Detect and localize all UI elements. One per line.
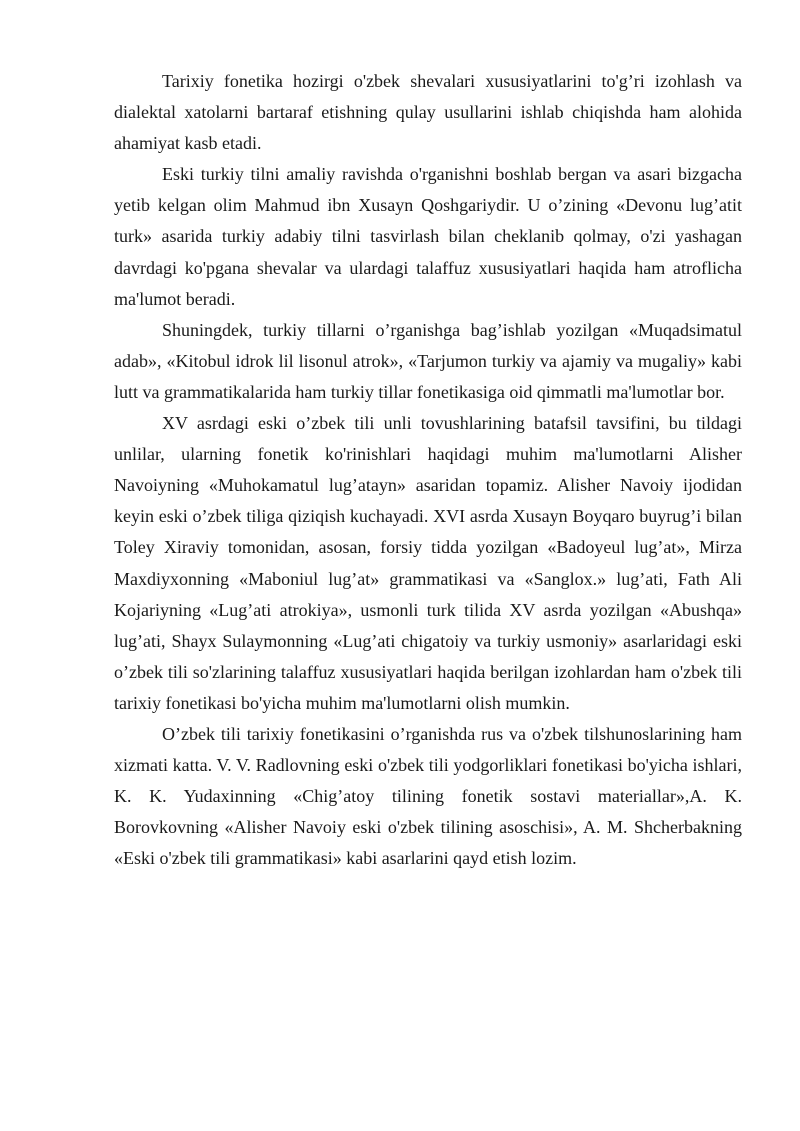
document-page bbox=[114, 66, 742, 874]
paragraph-1: Tarixiy fonetika hozirgi o'zbek shevalari xususiyatlarini to'g’ri izohlash va dialektal xatolarni bartaraf etishning qulay usullarini ishlab chiqishda ham alohida ahamiyat kasb etadi. bbox=[114, 71, 742, 154]
paragraph-2: Eski turkiy tilni amaliy ravishda o'rganishni boshlab bergan va asari bizgacha yetib kelgan olim Mahmud ibn Xusayn Qoshgariydir. U o’zining «Devonu lug’atit turk» asarida turkiy adabiy tilni tasvirlash bilan cheklanib qolmay, o'zi yashagan davrdagi ko'pgana shevalar va ulardagi talaffuz xususiyatlari haqida ham atroflicha ma'lumot beradi. bbox=[114, 164, 742, 309]
paragraph-5: O’zbek tili tarixiy fonetikasini o’rganishda rus va o'zbek tilshunoslarining ham xizmati katta. V. V. Radlovning eski o'zbek tili yodgorliklari fonetikasi bo'yicha ishlari, K. K. Yudaxinning «Chig’atoy tilining fonetik sostavi materiallar»,A. K. Borovkovning «Alisher Navoiy eski o'zbek tilining asoschisi», A. M. Shcherbakning «Eski o'zbek tili grammatikasi» kabi asarlarini qayd etish lozim. bbox=[114, 723, 742, 869]
paragraph-3: Shuningdek, turkiy tillarni o’rganishga bag’ishlab yozilgan «Muqadsimatul adab», «Kitobul idrok lil lisonul atrok», «Tarjumon turkiy va ajamiy va mugaliy» kabi lutt va grammatikalarida ham turkiy tillar fonetikasiga oid qimmatli ma'lumotlar bor. bbox=[114, 319, 742, 402]
paragraph-4: XV asrdagi eski o’zbek tili unli tovushlarining batafsil tavsifini, bu tildagi unlilar, ularning fonetik ko'rinishlari haqidagi muhim ma'lumotlarni Alisher Navoiyning «Muhokamatul lug’atayn» asaridan topamiz. Alisher Navoiy ijodidan keyin eski o’zbek tiliga qiziqish kuchayadi. XVI asrda Xusayn Boyqaro buyrug’i bilan Toley Xiraviy tomonidan, asosan, forsiy tidda yozilgan «Badoyeul lug’at», Mirza Maxdiyxonning «Maboniul lug’at» grammatikasi va «Sanglox.» lug’ati, Fath Ali Kojariyning «Lug’ati atrokiya», usmonli turk tilida XV asrda yozilgan «Abushqa» lug’ati, Shayx Sulaymonning «Lug’ati chigatoiy va turkiy usmoniy» asarlaridagi eski o’zbek tili so'zlarining talaffuz xususiyatlari haqida berilgan izohlardan ham o'zbek tili tarixiy fonetikasi bo'yicha muhim ma'lumotlarni olish mumkin. bbox=[114, 413, 742, 713]
